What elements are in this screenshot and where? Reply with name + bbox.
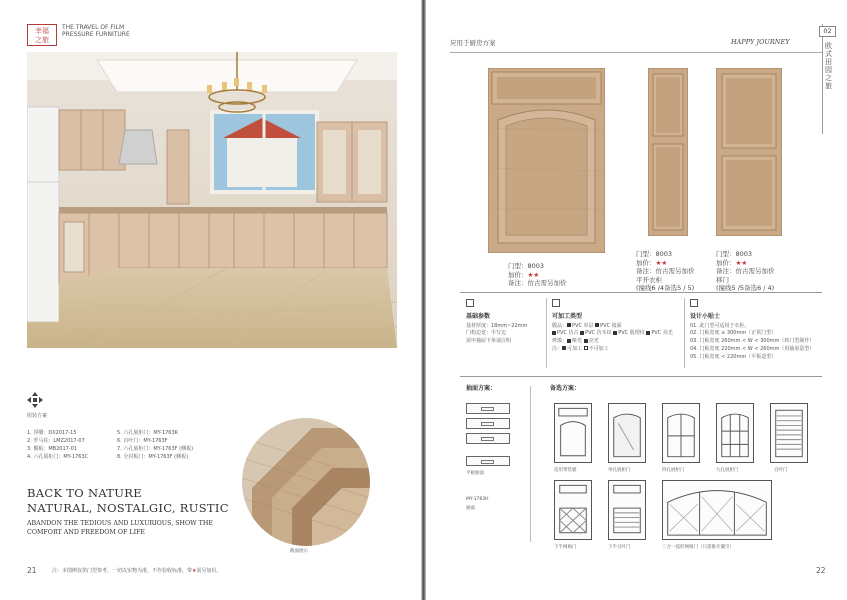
- option-door-nine: [716, 403, 754, 463]
- option-label: 九孔展柜门: [716, 468, 739, 473]
- arrows-move-icon: [27, 392, 43, 408]
- option-door-panel: [554, 403, 592, 463]
- basic-params-title: 基础参数: [466, 312, 491, 320]
- option-label: 适用带装板: [554, 468, 577, 473]
- page-number-right: 22: [816, 566, 826, 575]
- door-info-3: 门型：8003 加价：★★ 备注：仿古需另加价 移门 (撞线5 /5备选6 / 4): [716, 250, 775, 292]
- option-door-half-louver: [608, 480, 646, 540]
- option-door-half-grid: [554, 480, 592, 540]
- option-door-four: [662, 403, 700, 463]
- lamp-icon: [690, 299, 698, 307]
- drawer-code: MY-1763H: [466, 497, 489, 502]
- subheadline: ABANDON THE TEDIOUS AND LUXURIOUS, SHOW THE COMFORT AND FREEDOM OF LIFE: [27, 520, 213, 536]
- code-item: 4. 六孔展柜门：MY-1763C: [27, 454, 89, 460]
- footnote: 注：本图例仅供门型参考，一切以实物为准，不作验收标准。带★需另加价。: [52, 568, 222, 574]
- option-label: 下半百叶门: [608, 545, 631, 550]
- option-door-glass: [608, 403, 646, 463]
- brand-logo: 幸福 之旅: [27, 24, 57, 46]
- side-tab-line: [822, 24, 823, 134]
- process-title: 可加工类型: [552, 312, 583, 320]
- option-label: 下半网格门: [554, 545, 577, 550]
- code-item: 5. 六孔展柜门：MY-1763K: [117, 430, 178, 436]
- headline-line-1: BACK TO NATURE: [27, 486, 142, 500]
- process-types: 可加工类型 膜品： PVC 单层 PVC 镜面 PVC 仿古 PVC 仿木纹 PVC 肌理纹 PVC 亮光 烤漆： 哑光 亮光 注： 可加工 不可加工: [552, 299, 682, 354]
- code-item: 1. 浮雕：DX2017-15: [27, 430, 77, 436]
- brand-text: THE TRAVEL OF FILM PRESSURE FURNITURE: [62, 24, 130, 38]
- door-8003-sliding: [716, 68, 782, 236]
- basic-params: 基础参数 基材厚度：18mm~22mm 门构边宽：手写边 需申抽屉下单请注明: [466, 299, 546, 346]
- code-item: 6. 百叶门：MY-1763F: [117, 438, 168, 444]
- ruler-icon: [466, 299, 474, 307]
- drawer-front: [466, 433, 510, 444]
- drawer-scheme-title: 抽面方案：: [466, 385, 497, 392]
- option-label: 四孔展柜门: [662, 468, 685, 473]
- kitchen-photo: [27, 52, 397, 348]
- door-info-2: 门型：8003 加价：★★ 备注：仿古需另加价 平开衣柜 (撞线6 /4备选5 / 5): [636, 250, 695, 292]
- design-tips: 设计小贴士 01. 此门型可适用于衣柜。 02. 门板宽度 ≥ 300mm（正常门型） 03. 门板宽度 260mm < W < 300mm（转门型制作） 04. 门板宽度 220mm < W < 260mm（用抽屉造型） 05. 门板宽度 < 220mm（平板造型）: [690, 299, 824, 362]
- scheme-rule: [460, 376, 822, 377]
- tips-title: 设计小贴士: [690, 312, 721, 320]
- option-label: 百叶门: [774, 468, 788, 473]
- code-item: 8. 全封板门：MY-1763F (侧板): [117, 454, 189, 460]
- divider: [530, 386, 531, 542]
- chapter-number: 02: [819, 26, 836, 37]
- left-page: [0, 0, 421, 600]
- code-item: 3. 楣板：MB2017-01: [27, 446, 77, 452]
- assembly-label: 组装方案: [27, 413, 48, 419]
- sample-caption: 截面展示: [290, 549, 308, 554]
- info-rule: [460, 292, 822, 293]
- door-8003-large: [488, 68, 605, 253]
- divider: [546, 298, 547, 368]
- option-label: 单孔展柜门: [608, 468, 631, 473]
- right-page: [426, 0, 847, 600]
- drawer-label: 平板抽面: [466, 471, 484, 476]
- page-title: 应用于厨房方案: [450, 39, 496, 47]
- headline-line-2: NATURAL, NOSTALGIC, RUSTIC: [27, 501, 229, 515]
- tools-icon: [552, 299, 560, 307]
- chapter-title: 欧式田园之旅: [825, 42, 832, 90]
- journey-title: HAPPY JOURNEY: [731, 38, 790, 46]
- page-number-left: 21: [27, 566, 37, 575]
- option-door-louver: [770, 403, 808, 463]
- option-label: 三合一弧形网格门（只需推开覆空）: [662, 545, 734, 550]
- option-scheme-title: 备选方案：: [550, 385, 581, 392]
- title-rule: [450, 52, 822, 53]
- drawer-code-label: 抽面: [466, 506, 475, 511]
- door-info-1: 门型：8003 加价：★★ 备注：仿古需另加价: [508, 262, 567, 287]
- drawer-front: [466, 403, 510, 414]
- door-8003-wardrobe: [648, 68, 688, 236]
- option-door-arch-grid: [662, 480, 772, 540]
- code-item: 2. 罗马柱：LMZ2017-07: [27, 438, 85, 444]
- drawer-front: [466, 418, 510, 429]
- drawer-front: [466, 456, 510, 466]
- component-code-list: [27, 429, 227, 461]
- wood-edge-sample: [242, 418, 370, 546]
- code-item: 7. 六孔展柜门：MY-1763F (侧板): [117, 446, 194, 452]
- divider: [684, 298, 685, 368]
